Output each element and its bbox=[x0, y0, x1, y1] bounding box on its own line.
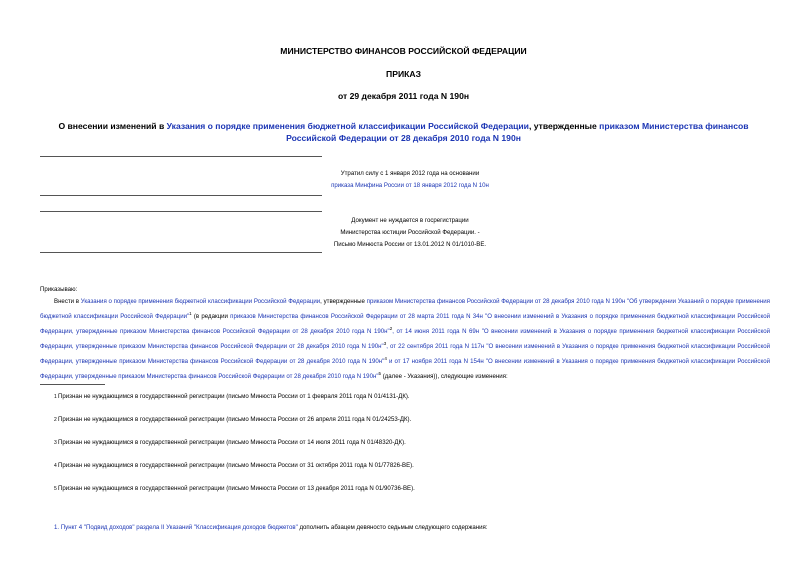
p1-text-c: (в редакции bbox=[191, 313, 231, 321]
p1-link-amendment-34n[interactable]: приказов Министерства финансов Российской Федерации от 28 марта 2011 года N 34н "О внесении изменений в Указания о порядке применения бюджетной классификации Российской Федерации, утвержденные приказом Министерства финансов Российской Федерации от 28 декабря 2010 года N 190н" bbox=[40, 313, 770, 336]
p1-text-g: (далее - Указания)), следующие изменения: bbox=[381, 373, 508, 381]
footnote-5 bbox=[54, 485, 415, 493]
footnote-3 bbox=[54, 439, 406, 447]
footnote-text: Признан не нуждающимся в государственной регистрации (письмо Минюста России от 26 апреля 2011 года N 01/24253-ДК). bbox=[58, 416, 412, 423]
document-title bbox=[40, 120, 767, 144]
footnote-ref: 1 bbox=[189, 311, 192, 316]
item-1-text: дополнить абзацем девяносто седьмым следующего содержания: bbox=[297, 524, 488, 531]
separator-line bbox=[40, 211, 322, 212]
title-middle: , утвержденные bbox=[528, 121, 600, 131]
p1-link-instructions[interactable]: Указания о порядке применения бюджетной классификации Российской Федерации bbox=[80, 298, 321, 305]
lost-force-link[interactable]: приказа Минфина России от 18 января 2012 года N 10н bbox=[331, 182, 489, 189]
separator-line bbox=[40, 195, 322, 196]
lost-force-note bbox=[300, 168, 520, 192]
date-number-heading: от 29 декабря 2011 года N 190н bbox=[337, 91, 470, 101]
footnote-2 bbox=[54, 416, 411, 424]
footnote-mark: 2 bbox=[54, 417, 57, 423]
footnote-4 bbox=[54, 462, 414, 470]
footnote-ref: 5 bbox=[378, 371, 382, 377]
p1-link-amendment-69n[interactable]: , от 14 июня 2011 года N 69н "О внесении изменений в Указания о порядке применения бюджетной классификации Российской Федерации, утвержденные приказом Министерства финансов Российской Федерации от 28 декабря 2010 года N 190н" bbox=[40, 328, 770, 351]
title-link-order[interactable]: приказом Министерства финансов Российской Федерации от 28 декабря 2010 года N 190н bbox=[286, 121, 749, 143]
lost-force-text: Утратил силу с 1 января 2012 года на основании bbox=[340, 170, 480, 177]
registration-line-3: Письмо Минюста России от 13.01.2012 N 01/1010-ВЕ. bbox=[333, 241, 487, 248]
title-link-instructions[interactable]: Указания о порядке применения бюджетной классификации Российской Федерации bbox=[166, 121, 529, 131]
footnote-text: Признан не нуждающимся в государственной регистрации (письмо Минюста России от 14 июля 2011 года N 01/48320-ДК). bbox=[58, 439, 406, 446]
footnote-ref: 3 bbox=[383, 341, 387, 347]
footnote-separator bbox=[40, 384, 105, 385]
footnote-1 bbox=[54, 393, 410, 401]
footnote-text: Признан не нуждающимся в государственной регистрации (письмо Минюста России от 13 декабря 2011 года N 01/90736-ВЕ). bbox=[58, 485, 415, 492]
footnote-text: Признан не нуждающимся в государственной регистрации (письмо Минюста России от 1 февраля 2011 года N 01/4131-ДК). bbox=[58, 393, 410, 400]
title-prefix: О внесении изменений в bbox=[58, 121, 167, 131]
footnote-mark: 4 bbox=[54, 463, 57, 469]
doc-type-heading: ПРИКАЗ bbox=[386, 69, 421, 79]
footnote-mark: 3 bbox=[54, 440, 57, 446]
registration-line-1: Документ не нуждается в госрегистрации bbox=[351, 217, 469, 224]
p1-link-amendment-154n[interactable]: и от 17 ноября 2011 года N 154н "О внесении изменений в Указания о порядке применения бюджетной классификации Российской Федерации, утвержденные приказом Министерства финансов Российской Федерации от 28 декабря 2010 года N 190н" bbox=[40, 358, 770, 381]
p1-text-b: , утвержденные bbox=[320, 298, 367, 305]
registration-line-2: Министерства юстиции Российской Федерации. - bbox=[340, 229, 480, 236]
registration-note bbox=[300, 215, 520, 251]
p1-link-amendment-117n[interactable]: , от 22 сентября 2011 года N 117н "О внесении изменений в Указания о порядке применения бюджетной классификации Российской Федерации, утвержденные приказом Министерства финансов Российской Федерации от 28 декабря 2010 года N 190н" bbox=[40, 343, 770, 366]
footnote-ref: 4 bbox=[384, 356, 387, 362]
item-1-link[interactable]: 1. Пункт 4 "Подвид доходов" раздела II Указаний "Классификация доходов бюджетов" bbox=[54, 524, 298, 531]
main-paragraph bbox=[40, 296, 770, 383]
separator-line bbox=[40, 252, 322, 253]
ministry-heading: МИНИСТЕРСТВО ФИНАНСОВ РОССИЙСКОЙ ФЕДЕРАЦИИ bbox=[280, 46, 527, 56]
separator-line bbox=[40, 156, 322, 157]
item-1-paragraph bbox=[54, 524, 488, 531]
footnote-text: Признан не нуждающимся в государственной регистрации (письмо Минюста России от 31 октября 2011 года N 01/77826-ВЕ). bbox=[58, 462, 414, 469]
footnote-mark: 1 bbox=[54, 394, 57, 400]
p1-text-a: Внести в bbox=[54, 298, 81, 305]
order-word: Приказываю: bbox=[40, 286, 78, 293]
footnote-ref: 2 bbox=[389, 326, 393, 332]
footnote-mark: 5 bbox=[54, 486, 57, 492]
p1-link-order[interactable]: приказом Министерства финансов Российской Федерации от 28 декабря 2010 года N 190н "Об утверждении Указаний о порядке применения бюджетной классификации Российской Федерации" bbox=[40, 298, 770, 321]
